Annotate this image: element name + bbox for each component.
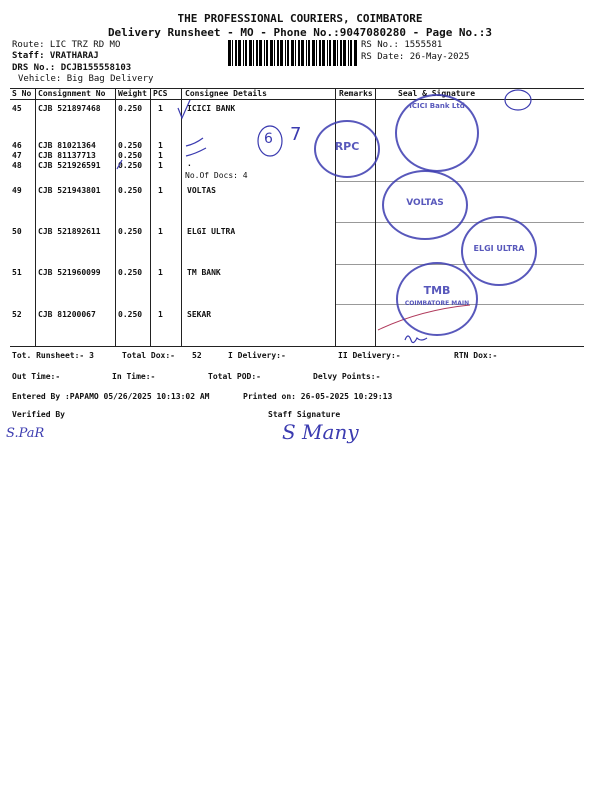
signature-stroke bbox=[405, 336, 427, 343]
entered-by: Entered By :PAPAMO 05/26/2025 10:13:02 AM bbox=[12, 392, 210, 401]
row-consignment: CJB 521926591 bbox=[38, 161, 101, 170]
icici-round-stamp bbox=[395, 94, 479, 172]
tmb-stamp bbox=[396, 262, 478, 336]
row-sno: 45 bbox=[12, 104, 22, 113]
row-consignment: CJB 521943801 bbox=[38, 186, 101, 195]
row-weight: 0.250 bbox=[118, 268, 143, 277]
route-label: Route: LIC TRZ RD MO bbox=[12, 40, 121, 50]
row-consignee: SEKAR bbox=[187, 310, 212, 319]
row-weight: 0.250 bbox=[118, 310, 143, 319]
row-weight: 0.250 bbox=[118, 161, 143, 170]
staff-label: Staff: VRATHARAJ bbox=[12, 51, 99, 61]
row-weight: 0.250 bbox=[118, 104, 143, 113]
col-header-consignment: Consignment No bbox=[38, 89, 106, 98]
drs-number: DRS No.: DCJB155558103 bbox=[12, 63, 132, 73]
tick-mark bbox=[117, 160, 122, 169]
row-consignee: VOLTAS bbox=[187, 186, 216, 195]
row-consignment: CJB 521892611 bbox=[38, 227, 101, 236]
icici-branch-stamp bbox=[314, 120, 380, 178]
row-weight: 0.250 bbox=[118, 141, 143, 150]
rtn-dox: RTN Dox:- bbox=[454, 351, 498, 360]
verified-by-label: Verified By bbox=[12, 410, 65, 419]
col-header-weight: Weight bbox=[118, 89, 147, 98]
row-consignment: CJB 81137713 bbox=[38, 151, 96, 160]
col-header-seal: Seal & Signature bbox=[398, 89, 476, 98]
total-runsheet: Tot. Runsheet:- 3 bbox=[12, 351, 94, 360]
stamp-text: ELGI ULTRA bbox=[473, 244, 525, 253]
row-pcs: 1 bbox=[158, 104, 163, 113]
row-consignee: ICICI BANK bbox=[187, 104, 236, 113]
staff-handwritten-signature: S Many bbox=[282, 420, 359, 444]
row-pcs: 1 bbox=[158, 161, 163, 170]
row-consignee: . bbox=[187, 159, 192, 168]
tick-mark bbox=[178, 100, 190, 118]
col-header-sno: S No bbox=[12, 89, 32, 98]
row-pcs: 1 bbox=[158, 310, 163, 319]
row-pcs: 1 bbox=[158, 186, 163, 195]
total-dox-value: 52 bbox=[192, 351, 202, 360]
in-time: In Time:- bbox=[112, 372, 156, 381]
row-sno: 46 bbox=[12, 141, 22, 150]
col-header-remarks: Remarks bbox=[339, 89, 373, 98]
delvy-points: Delvy Points:- bbox=[313, 372, 381, 381]
handwritten-circle bbox=[505, 90, 531, 110]
col-header-pcs: PCS bbox=[153, 89, 168, 98]
tick-mark bbox=[186, 138, 203, 146]
voltas-stamp bbox=[382, 170, 468, 240]
row-consignment: CJB 81021364 bbox=[38, 141, 96, 150]
row-sno: 48 bbox=[12, 161, 22, 170]
total-pod: Total POD:- bbox=[208, 372, 261, 381]
rs-number: RS No.: 1555581 bbox=[361, 40, 443, 50]
stamp-text: TMB bbox=[423, 284, 451, 297]
row-consignee: ELGI ULTRA bbox=[187, 227, 236, 236]
stamp-text: ICICI Bank Ltd bbox=[409, 102, 465, 110]
row-pcs: 1 bbox=[158, 151, 163, 160]
out-time: Out Time:- bbox=[12, 372, 61, 381]
tick-mark bbox=[186, 148, 206, 156]
row-pcs: 1 bbox=[158, 141, 163, 150]
ii-delivery: II Delivery:- bbox=[338, 351, 401, 360]
stamp-text: RPC bbox=[334, 140, 360, 153]
row-sno: 52 bbox=[12, 310, 22, 319]
elgi-stamp bbox=[461, 216, 537, 286]
row-weight: 0.250 bbox=[118, 227, 143, 236]
row-sno: 47 bbox=[12, 151, 22, 160]
row-consignment: CJB 521897468 bbox=[38, 104, 101, 113]
col-header-consignee: Consignee Details bbox=[185, 89, 267, 98]
row-sno: 51 bbox=[12, 268, 22, 277]
row-pcs: 1 bbox=[158, 268, 163, 277]
printed-on: Printed on: 26-05-2025 10:29:13 bbox=[243, 392, 393, 401]
verifier-signature: S.PaR bbox=[6, 426, 45, 441]
row-consignment: CJB 521960099 bbox=[38, 268, 101, 277]
i-delivery: I Delivery:- bbox=[228, 351, 286, 360]
row-consignee: TM BANK bbox=[187, 268, 221, 277]
row-sno: 49 bbox=[12, 186, 22, 195]
staff-signature-label: Staff Signature bbox=[268, 410, 341, 419]
handwritten-number: 6 bbox=[264, 131, 273, 147]
rs-date: RS Date: 26-May-2025 bbox=[361, 52, 470, 62]
row-pcs: 1 bbox=[158, 227, 163, 236]
stamp-text: COIMBATORE MAIN bbox=[404, 300, 470, 307]
row-weight: 0.250 bbox=[118, 151, 143, 160]
row-weight: 0.250 bbox=[118, 186, 143, 195]
total-dox-label: Total Dox:- bbox=[122, 351, 175, 360]
row-sno: 50 bbox=[12, 227, 22, 236]
row-consignment: CJB 81200067 bbox=[38, 310, 96, 319]
no-of-docs: No.Of Docs: 4 bbox=[185, 171, 248, 180]
runsheet-subtitle: Delivery Runsheet - MO - Phone No.:9047080280 - Page No.:3 bbox=[107, 26, 493, 39]
handwritten-mark: 7 bbox=[290, 124, 302, 145]
company-title: THE PROFESSIONAL COURIERS, COIMBATORE bbox=[177, 12, 423, 25]
vehicle-label: Vehicle: Big Bag Delivery bbox=[18, 74, 154, 84]
stamp-text: VOLTAS bbox=[406, 198, 444, 208]
